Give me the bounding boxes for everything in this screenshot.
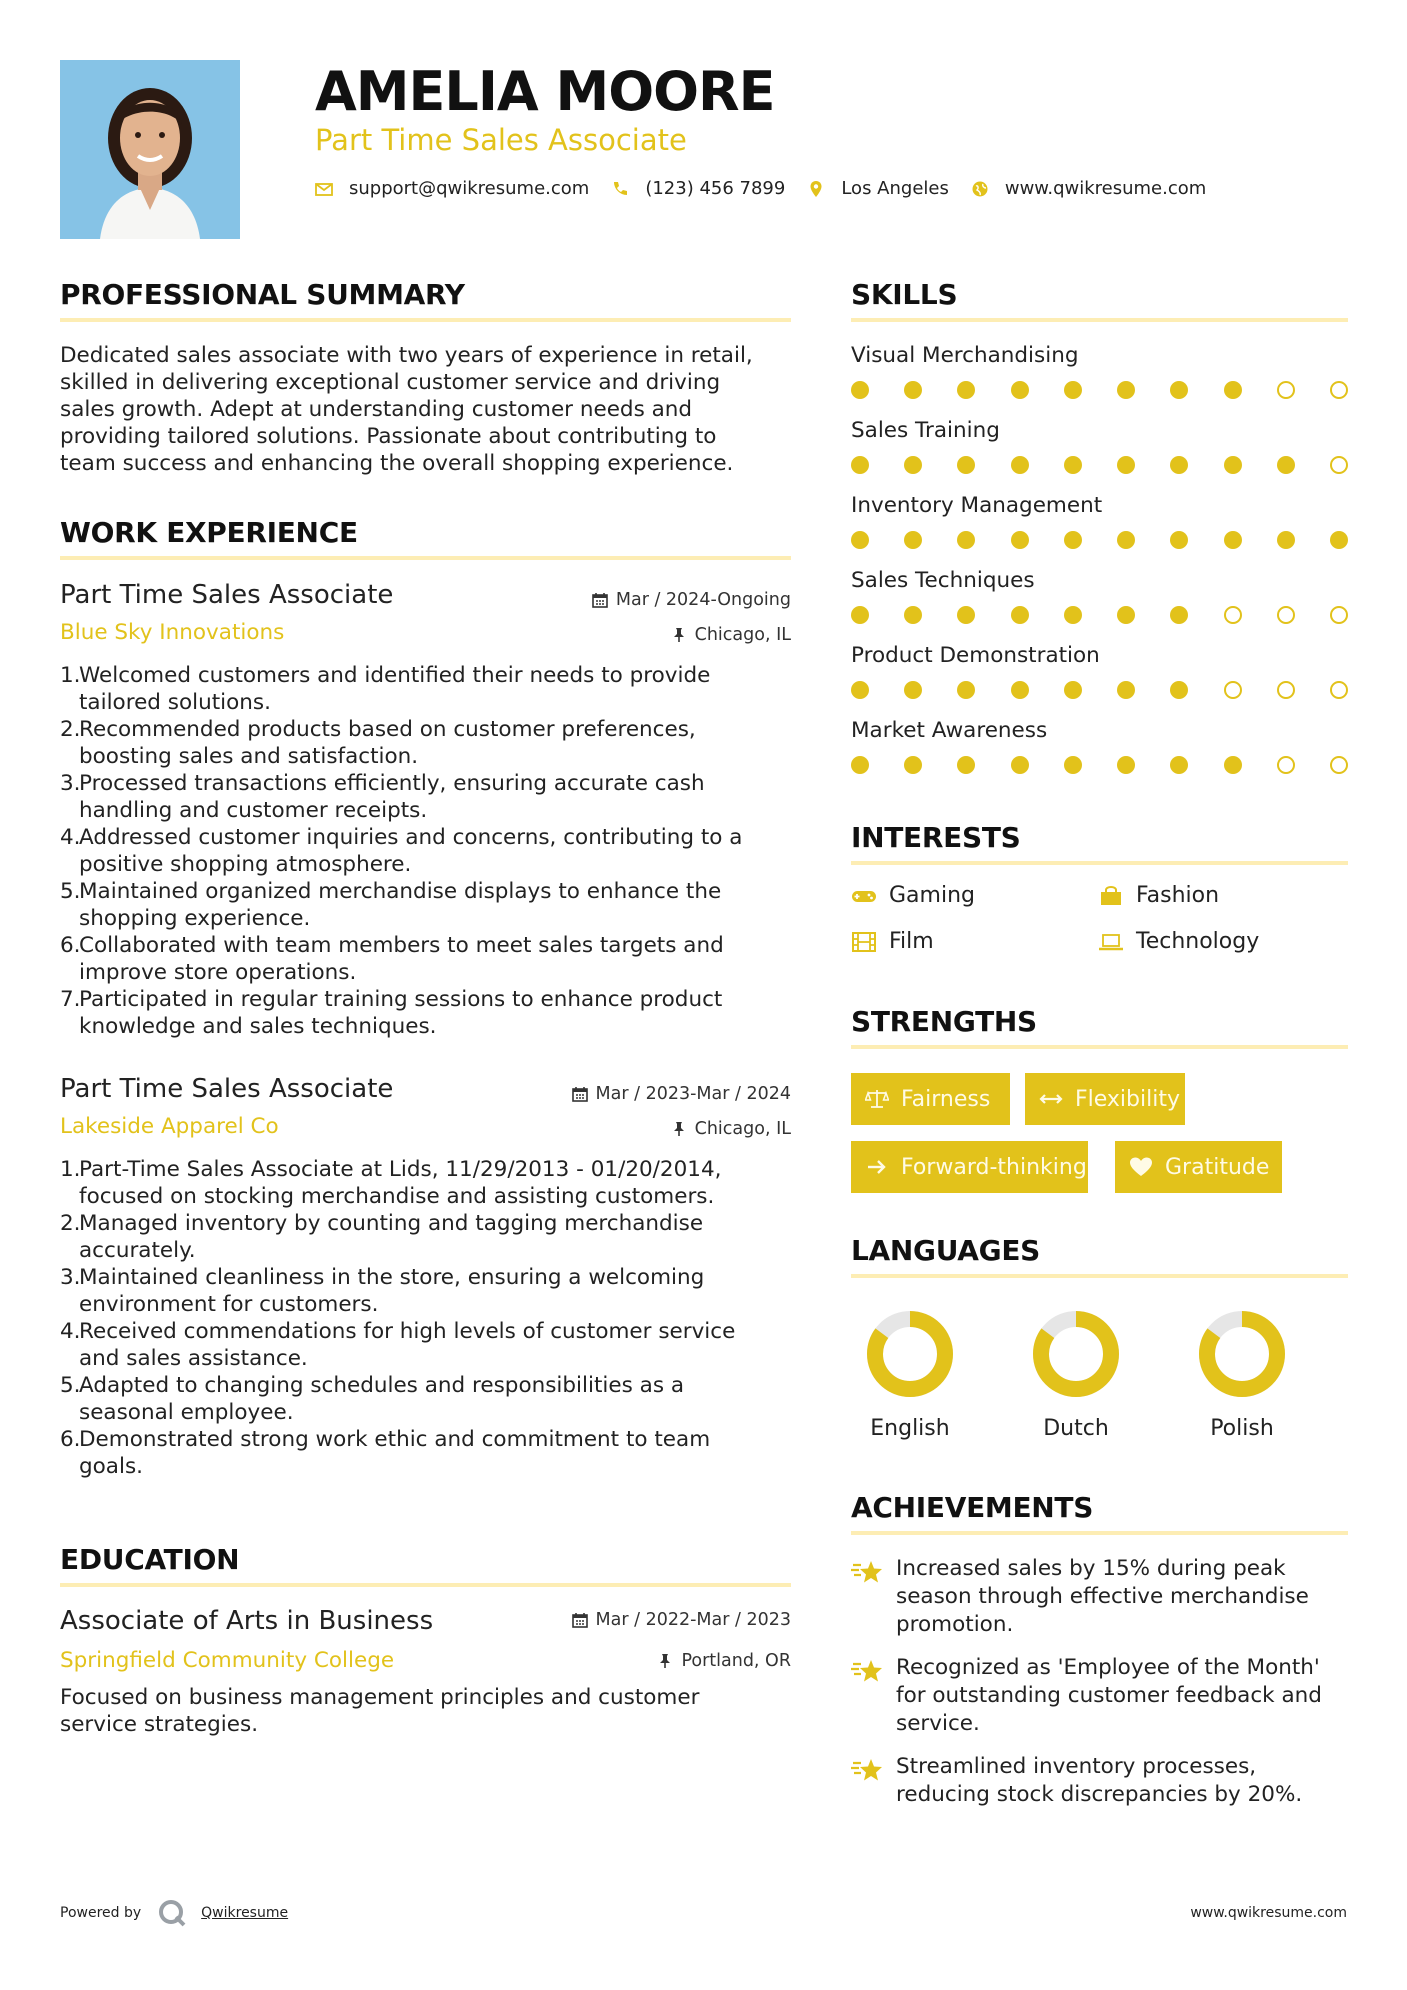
list-number: 6. (60, 933, 81, 958)
list-item (60, 932, 800, 986)
list-item (60, 1372, 800, 1426)
skill-rating (851, 456, 1348, 474)
skills-rule (851, 318, 1348, 322)
strength-badge (851, 1141, 1088, 1193)
interests-heading: INTERESTS (851, 821, 1021, 854)
skill-rating (851, 531, 1348, 549)
job-location-text: Chicago, IL (694, 1119, 791, 1139)
languages-rule (851, 1274, 1348, 1278)
laptop-icon (1098, 931, 1124, 953)
candidate-title: Part Time Sales Associate (315, 123, 687, 157)
list-number: 7. (60, 987, 81, 1012)
job-location-text: Chicago, IL (694, 625, 791, 645)
list-item (60, 770, 800, 824)
contact-website-text: www.qwikresume.com (1004, 178, 1207, 199)
school-name: Springfield Community College (60, 1648, 395, 1673)
summary-line: skilled in delivering exceptional customer service and driving (60, 370, 721, 395)
skill-dot-filled (1170, 381, 1188, 399)
list-item (60, 716, 800, 770)
skill-dot-empty (1330, 756, 1348, 774)
language-donut (865, 1309, 955, 1399)
skill-dot-filled (1117, 681, 1135, 699)
arrows-horizontal-icon (1039, 1088, 1063, 1110)
skill-dot-filled (1170, 456, 1188, 474)
skill-dot-filled (904, 756, 922, 774)
list-number: 2. (60, 1211, 81, 1236)
job-dates-text: Mar / 2023-Mar / 2024 (595, 1084, 791, 1104)
location-pin-icon (807, 180, 825, 198)
achievement-line: season through effective merchandise (896, 1584, 1309, 1609)
achievement-line: Streamlined inventory processes, (896, 1754, 1257, 1779)
skill-dot-filled (1170, 756, 1188, 774)
skill-dot-empty (1277, 606, 1295, 624)
skill-dot-filled (1117, 456, 1135, 474)
strength-label: Gratitude (1165, 1154, 1270, 1180)
experience-rule (60, 556, 791, 560)
language-name: Dutch (1043, 1416, 1109, 1441)
powered-by-text: Powered by (60, 1905, 142, 1921)
achievement-line: for outstanding customer feedback and (896, 1683, 1322, 1708)
footer-powered-by (60, 1898, 288, 1928)
skill-dot-filled (1224, 756, 1242, 774)
skill-dot-filled (851, 606, 869, 624)
achievement-text (896, 1654, 1351, 1738)
company-name: Lakeside Apparel Co (60, 1114, 279, 1139)
list-item (60, 1156, 800, 1210)
film-icon (851, 931, 877, 953)
strength-label: Forward-thinking (901, 1154, 1087, 1180)
skill-dot-filled (904, 531, 922, 549)
list-number: 3. (60, 771, 81, 796)
achievements-heading: ACHIEVEMENTS (851, 1491, 1094, 1524)
skill-dot-filled (957, 381, 975, 399)
list-line: goals. (79, 1454, 143, 1479)
list-number: 4. (60, 1319, 81, 1344)
skill-dot-filled (1064, 456, 1082, 474)
skill-dot-filled (1064, 606, 1082, 624)
skill-name: Product Demonstration (851, 643, 1100, 668)
skill-dot-filled (904, 606, 922, 624)
calendar-icon (572, 1086, 588, 1102)
job-duties-list (60, 662, 800, 1040)
heart-icon (1129, 1156, 1153, 1178)
summary-heading: PROFESSIONAL SUMMARY (60, 278, 465, 311)
skill-dot-filled (957, 456, 975, 474)
job-duties-list (60, 1156, 800, 1480)
skill-dot-filled (1117, 756, 1135, 774)
skill-dot-filled (1224, 531, 1242, 549)
skill-dot-filled (1011, 756, 1029, 774)
skill-dot-filled (851, 681, 869, 699)
strength-badge (851, 1073, 1010, 1125)
education-location-text: Portland, OR (681, 1651, 791, 1671)
job-dates (500, 1083, 791, 1105)
summary-text (60, 342, 800, 477)
skill-dot-filled (851, 756, 869, 774)
skill-dot-filled (1277, 531, 1295, 549)
education-line: service strategies. (60, 1712, 259, 1737)
skill-dot-filled (1064, 756, 1082, 774)
envelope-icon (315, 180, 333, 198)
interest-item (851, 929, 934, 954)
skill-dot-empty (1330, 381, 1348, 399)
skill-dot-filled (851, 531, 869, 549)
skill-dot-filled (1011, 681, 1029, 699)
list-line: Received commendations for high levels of customer service (79, 1319, 736, 1344)
skill-dot-filled (1117, 381, 1135, 399)
summary-line: providing tailored solutions. Passionate about contributing to (60, 424, 717, 449)
job-title: Part Time Sales Associate (60, 580, 394, 610)
contact-email[interactable] (315, 178, 589, 199)
skill-dot-filled (1277, 456, 1295, 474)
calendar-icon (592, 592, 608, 608)
achievement-line: Increased sales by 15% during peak (896, 1556, 1286, 1581)
skill-dot-empty (1330, 681, 1348, 699)
language-donut (1197, 1309, 1287, 1399)
list-line: shopping experience. (79, 906, 311, 931)
strengths-heading: STRENGTHS (851, 1005, 1037, 1038)
list-item (60, 1318, 800, 1372)
education-description (60, 1684, 800, 1738)
skill-dot-filled (851, 456, 869, 474)
company-name: Blue Sky Innovations (60, 620, 285, 645)
list-line: Welcomed customers and identified their needs to provide (79, 663, 711, 688)
skill-rating (851, 381, 1348, 399)
skill-dot-filled (1011, 456, 1029, 474)
calendar-icon (572, 1612, 588, 1628)
contact-location (807, 178, 949, 199)
list-number: 5. (60, 1373, 81, 1398)
contact-email-text: support@qwikresume.com (349, 178, 590, 199)
education-location (500, 1650, 791, 1672)
list-line: and sales assistance. (79, 1346, 308, 1371)
skill-dot-filled (1011, 606, 1029, 624)
skill-dot-filled (957, 531, 975, 549)
summary-rule (60, 318, 791, 322)
shopping-bag-icon (1098, 885, 1124, 907)
degree-title: Associate of Arts in Business (60, 1606, 434, 1636)
summary-line: sales growth. Adept at understanding customer needs and (60, 397, 693, 422)
skill-dot-empty (1277, 756, 1295, 774)
education-dates-text: Mar / 2022-Mar / 2023 (595, 1610, 791, 1630)
list-number: 1. (60, 663, 81, 688)
list-line: Addressed customer inquiries and concerns, contributing to a (79, 825, 743, 850)
list-number: 5. (60, 879, 81, 904)
list-line: Maintained organized merchandise displays to enhance the (79, 879, 722, 904)
list-number: 6. (60, 1427, 81, 1452)
list-line: Collaborated with team members to meet sales targets and (79, 933, 724, 958)
skill-dot-filled (1064, 381, 1082, 399)
list-line: tailored solutions. (79, 690, 271, 715)
skill-dot-filled (1224, 456, 1242, 474)
star-medal-icon (851, 1757, 883, 1785)
pushpin-icon (671, 627, 687, 643)
skill-dot-empty (1330, 606, 1348, 624)
list-line: focused on stocking merchandise and assisting customers. (79, 1184, 715, 1209)
skill-dot-filled (1011, 381, 1029, 399)
skill-dot-filled (1170, 606, 1188, 624)
globe-icon (971, 180, 989, 198)
interest-label: Technology (1136, 929, 1260, 954)
arrow-right-icon (865, 1156, 889, 1178)
achievement-line: Recognized as 'Employee of the Month' (896, 1655, 1320, 1680)
list-item (60, 1264, 800, 1318)
phone-icon (611, 180, 629, 198)
language-name: English (870, 1416, 950, 1441)
skill-rating (851, 681, 1348, 699)
contact-website[interactable] (971, 178, 1206, 199)
list-number: 4. (60, 825, 81, 850)
skill-dot-empty (1224, 606, 1242, 624)
qwikresume-logo-icon (157, 1898, 187, 1928)
skill-dot-filled (1117, 606, 1135, 624)
list-line: seasonal employee. (79, 1400, 294, 1425)
interest-item (1098, 929, 1259, 954)
job-dates-text: Mar / 2024-Ongoing (615, 590, 791, 610)
skill-dot-filled (1224, 381, 1242, 399)
footer-url[interactable]: www.qwikresume.com (1190, 1905, 1347, 1921)
list-line: Maintained cleanliness in the store, ensuring a welcoming (79, 1265, 705, 1290)
profile-photo (60, 60, 240, 239)
list-line: Part-Time Sales Associate at Lids, 11/29/2013 - 01/20/2014, (79, 1157, 722, 1182)
star-medal-icon (851, 1559, 883, 1587)
skill-dot-empty (1224, 681, 1242, 699)
achievement-text (896, 1555, 1351, 1639)
languages-heading: LANGUAGES (851, 1234, 1041, 1267)
skill-dot-filled (1011, 531, 1029, 549)
star-medal-icon (851, 1658, 883, 1686)
achievement-line: reducing stock discrepancies by 20%. (896, 1782, 1303, 1807)
skill-name: Sales Training (851, 418, 1000, 443)
achievement-line: promotion. (896, 1612, 1014, 1637)
skill-dot-empty (1277, 681, 1295, 699)
list-line: boosting sales and satisfaction. (79, 744, 419, 769)
list-line: Participated in regular training sessions to enhance product (79, 987, 723, 1012)
skill-dot-filled (851, 381, 869, 399)
summary-line: team success and enhancing the overall shopping experience. (60, 451, 734, 476)
list-line: Processed transactions efficiently, ensuring accurate cash (79, 771, 705, 796)
list-item (60, 986, 800, 1040)
strength-badge (1025, 1073, 1185, 1125)
skill-dot-filled (1170, 681, 1188, 699)
list-item (60, 662, 800, 716)
list-line: improve store operations. (79, 960, 357, 985)
language-donut (1031, 1309, 1121, 1399)
interest-label: Film (889, 929, 934, 954)
pushpin-icon (657, 1653, 673, 1669)
interest-label: Fashion (1136, 883, 1220, 908)
interest-item (1098, 883, 1219, 908)
contact-bar (315, 178, 1228, 199)
balance-scale-icon (865, 1088, 889, 1110)
skill-dot-filled (1117, 531, 1135, 549)
achievements-rule (851, 1531, 1348, 1535)
job-location (500, 1118, 791, 1140)
qwikresume-link[interactable]: Qwikresume (201, 1905, 289, 1921)
skills-heading: SKILLS (851, 278, 958, 311)
education-heading: EDUCATION (60, 1543, 240, 1576)
achievement-text (896, 1753, 1351, 1809)
achievement-line: service. (896, 1711, 980, 1736)
strength-badge (1115, 1141, 1282, 1193)
list-number: 2. (60, 717, 81, 742)
skill-dot-filled (1170, 531, 1188, 549)
list-item (60, 1426, 800, 1480)
gamepad-icon (851, 885, 877, 907)
interests-rule (851, 861, 1348, 865)
job-dates (500, 589, 791, 611)
contact-location-text: Los Angeles (841, 178, 949, 199)
education-line: Focused on business management principles and customer (60, 1685, 700, 1710)
skill-dot-filled (1064, 681, 1082, 699)
interest-item (851, 883, 975, 908)
list-line: accurately. (79, 1238, 196, 1263)
skill-name: Inventory Management (851, 493, 1103, 518)
education-dates (500, 1609, 791, 1631)
list-number: 3. (60, 1265, 81, 1290)
contact-phone[interactable] (611, 178, 785, 199)
strength-label: Fairness (901, 1086, 991, 1112)
list-line: Managed inventory by counting and tagging merchandise (79, 1211, 704, 1236)
skill-dot-filled (904, 681, 922, 699)
strength-label: Flexibility (1075, 1086, 1180, 1112)
list-line: Adapted to changing schedules and responsibilities as a (79, 1373, 685, 1398)
summary-line: Dedicated sales associate with two years of experience in retail, (60, 343, 753, 368)
job-location (500, 624, 791, 646)
skill-dot-filled (957, 681, 975, 699)
language-name: Polish (1210, 1416, 1274, 1441)
skill-dot-filled (1064, 531, 1082, 549)
skill-dot-filled (957, 756, 975, 774)
skill-dot-filled (957, 606, 975, 624)
list-line: positive shopping atmosphere. (79, 852, 412, 877)
contact-phone-text: (123) 456 7899 (645, 178, 786, 199)
skill-rating (851, 756, 1348, 774)
education-rule (60, 1583, 791, 1587)
list-line: Demonstrated strong work ethic and commitment to team (79, 1427, 711, 1452)
skill-name: Visual Merchandising (851, 343, 1079, 368)
pushpin-icon (671, 1121, 687, 1137)
skill-rating (851, 606, 1348, 624)
list-line: environment for customers. (79, 1292, 379, 1317)
list-item (60, 824, 800, 878)
skill-dot-empty (1330, 456, 1348, 474)
list-line: knowledge and sales techniques. (79, 1014, 437, 1039)
skill-dot-filled (904, 456, 922, 474)
skill-dot-filled (1330, 531, 1348, 549)
list-line: Recommended products based on customer preferences, (79, 717, 696, 742)
list-item (60, 1210, 800, 1264)
skill-name: Market Awareness (851, 718, 1048, 743)
interest-label: Gaming (889, 883, 975, 908)
candidate-name: AMELIA MOORE (315, 60, 775, 123)
job-title: Part Time Sales Associate (60, 1074, 394, 1104)
skill-name: Sales Techniques (851, 568, 1035, 593)
skill-dot-empty (1277, 381, 1295, 399)
list-number: 1. (60, 1157, 81, 1182)
list-line: handling and customer receipts. (79, 798, 428, 823)
list-item (60, 878, 800, 932)
skill-dot-filled (904, 381, 922, 399)
experience-heading: WORK EXPERIENCE (60, 516, 358, 549)
strengths-rule (851, 1045, 1348, 1049)
